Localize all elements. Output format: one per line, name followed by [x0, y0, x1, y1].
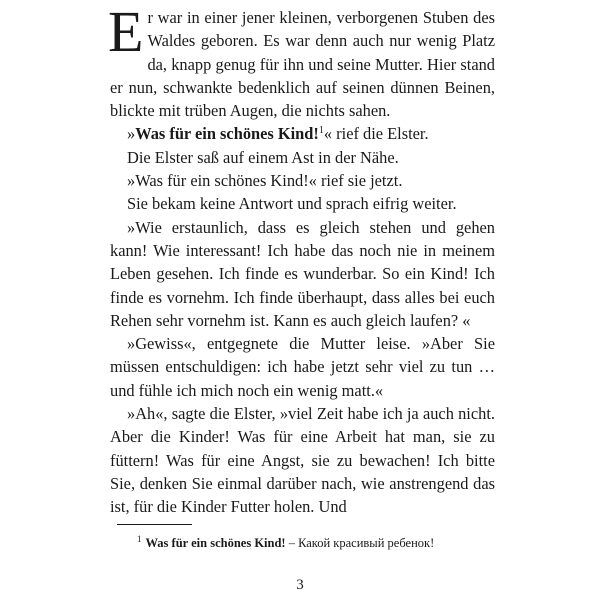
paragraph-1-text: r war in einer jener kleinen, verborgenen Stuben des Waldes geboren. Es war denn auch nur wenig Platz da, knapp genug für ihn und seine Mutter. Hier stand er nun, schwankte bedenklich auf seinen dünnen Beinen, blickte mit trüben Augen, die nichts sahen.	[110, 8, 495, 121]
paragraph-4: »Was für ein schönes Kind!« rief sie jetzt.	[127, 171, 403, 191]
paragraph-3: Die Elster saß auf einem Ast in der Nähe.	[127, 147, 399, 167]
paragraph-5: Sie bekam keine Antwort und sprach eifrig weiter.	[127, 194, 457, 214]
paragraph-6: »Wie erstaunlich, dass es gleich stehen und gehen kann! Wie interessant! Ich habe das noch nie in meinem Leben gesehen. Ich finde es wunderbar. So ein Kind! Ich finde es vornehm. Ich finde überhaupt, dass alles bei euch Rehen sehr vornehm ist. Kann es auch gleich laufen? «	[110, 217, 495, 330]
drop-cap: E	[108, 0, 144, 64]
paragraph-7: »Gewiss«, entgegnete die Mutter leise. »Aber Sie müssen entschuldigen: ich habe jetzt sehr viel zu tun … und fühle ich mich noch ein wenig matt.«	[110, 334, 495, 400]
footnote	[137, 535, 507, 551]
paragraph-1	[108, 0, 495, 122]
footnote-phrase: Was für ein schönes Kind!	[145, 536, 286, 550]
footnote-rule	[117, 524, 192, 525]
bold-phrase: Was für ein schönes Kind!	[135, 124, 319, 144]
paragraph-8: »Ah«, sagte die Elster, »viel Zeit habe ich ja auch nicht. Aber die Kinder! Was für eine Arbeit hat man, sie zu füttern! Was für eine Angst, sie zu bewachen! Ich bitte Sie, denken Sie einmal darüber nach, wie anstrengend das ist, für die Kinder Futter holen. Und	[110, 404, 495, 517]
footnote-number: 1	[137, 534, 142, 544]
paragraph-2-rest: « rief die Elster.	[323, 124, 429, 144]
body-text	[108, 0, 495, 519]
paragraph-2	[110, 122, 495, 145]
page-number: 3	[296, 577, 304, 593]
footnote-translation: – Какой красивый ребенок!	[285, 536, 435, 550]
footnote-ref: 1	[318, 125, 324, 137]
quote-open: »	[127, 124, 136, 144]
